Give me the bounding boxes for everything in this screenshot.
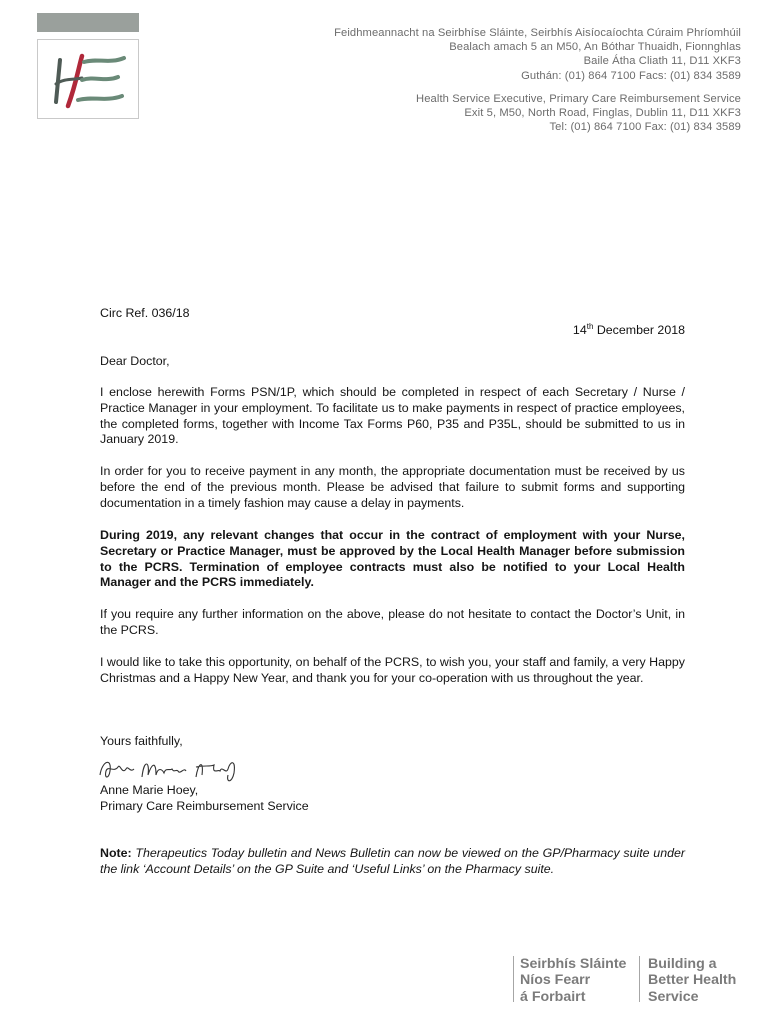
date-day: 14 (572, 323, 587, 338)
footer-line: Better Health (648, 972, 737, 989)
letter-date (573, 322, 685, 337)
note (100, 846, 685, 878)
paragraph-payment-deadline: In order for you to receive payment in any month, the appropriate documentation must be received by us before the end of the previous month. Please be advised that failure to submit forms and supporting documentation in a timely fashion may cause a delay in payments. (100, 464, 685, 510)
date-suffix: th (586, 322, 594, 331)
footer-divider (513, 956, 514, 1002)
header-address-english (416, 92, 741, 135)
footer-divider (639, 956, 640, 1002)
address-line: Exit 5, M50, North Road, Finglas, Dublin 11, D11 XKF3 (464, 107, 741, 120)
address-line: Guthán: (01) 864 7100 Facs: (01) 834 3589 (521, 69, 741, 82)
footer-line: Níos Fearr (520, 972, 591, 989)
note-text: Therapeutics Today bulletin and News Bulletin can now be viewed on the GP/Pharmacy suite under the link ‘Account Details’ on the GP Suite and ‘Useful Links’ on the Pharmacy suite. (100, 846, 685, 876)
signer-block (100, 783, 685, 815)
paragraph-contact: If you require any further information on the above, please do not hesitate to contact the Doctor’s Unit, in the PCRS. (100, 607, 685, 637)
footer-line: Building a (648, 956, 717, 972)
paragraph-forms: I enclose herewith Forms PSN/1P, which should be completed in respect of each Secretary / Nurse / Practice Manager in your employment. To facilitate us to make payments in respect of practice employees, the completed forms, together with Income Tax Forms P60, P35 and P35L, should be submitted to us in January 2019. (100, 385, 685, 447)
footer-line: Service (648, 988, 699, 1005)
address-line: Health Service Executive, Primary Care Reimbursement Service (416, 93, 741, 105)
footer-slogan-english (648, 956, 736, 1005)
note-label: Note: (100, 846, 132, 860)
hse-logo (37, 39, 139, 119)
address-line: Baile Átha Cliath 11, D11 XKF3 (583, 55, 741, 68)
signer-title: Primary Care Reimbursement Service (100, 798, 309, 813)
header-address-irish (334, 26, 741, 83)
footer-line: Seirbhís Sláinte (520, 956, 627, 972)
footer-slogan-irish (520, 956, 626, 1005)
salutation: Dear Doctor, (100, 354, 170, 368)
paragraph-contract-changes: During 2019, any relevant changes that occur in the contract of employment with your Nurse, Secretary or Practice Manager, must be approved by the Local Health Manager before submission to the PCRS. Termination of employee contracts must also be notified to your Local Health Manager and the PCRS immediately. (100, 528, 685, 590)
paragraph-season-greetings: I would like to take this opportunity, on behalf of the PCRS, to wish you, your staff and family, a very Happy Christmas and a Happy New Year, and thank you for your co-operation with us throughout the year. (100, 655, 685, 685)
closing: Yours faithfully, (100, 734, 183, 748)
header-color-bar (37, 13, 139, 32)
footer-line: á Forbairt (520, 988, 586, 1005)
signer-name: Anne Marie Hoey, (100, 783, 199, 797)
date-month-year: December 2018 (593, 323, 685, 338)
signature-icon (96, 753, 246, 785)
hse-logo-icon (38, 40, 138, 118)
circular-reference: Circ Ref. 036/18 (100, 306, 190, 320)
address-line: Tel: (01) 864 7100 Fax: (01) 834 3589 (549, 121, 741, 134)
address-line: Bealach amach 5 an M50, An Bóthar Thuaidh, Fionnghlas (449, 41, 741, 54)
address-line: Feidhmeannacht na Seirbhíse Sláinte, Seirbhís Aisíocaíochta Cúraim Phríomhúil (334, 27, 741, 39)
